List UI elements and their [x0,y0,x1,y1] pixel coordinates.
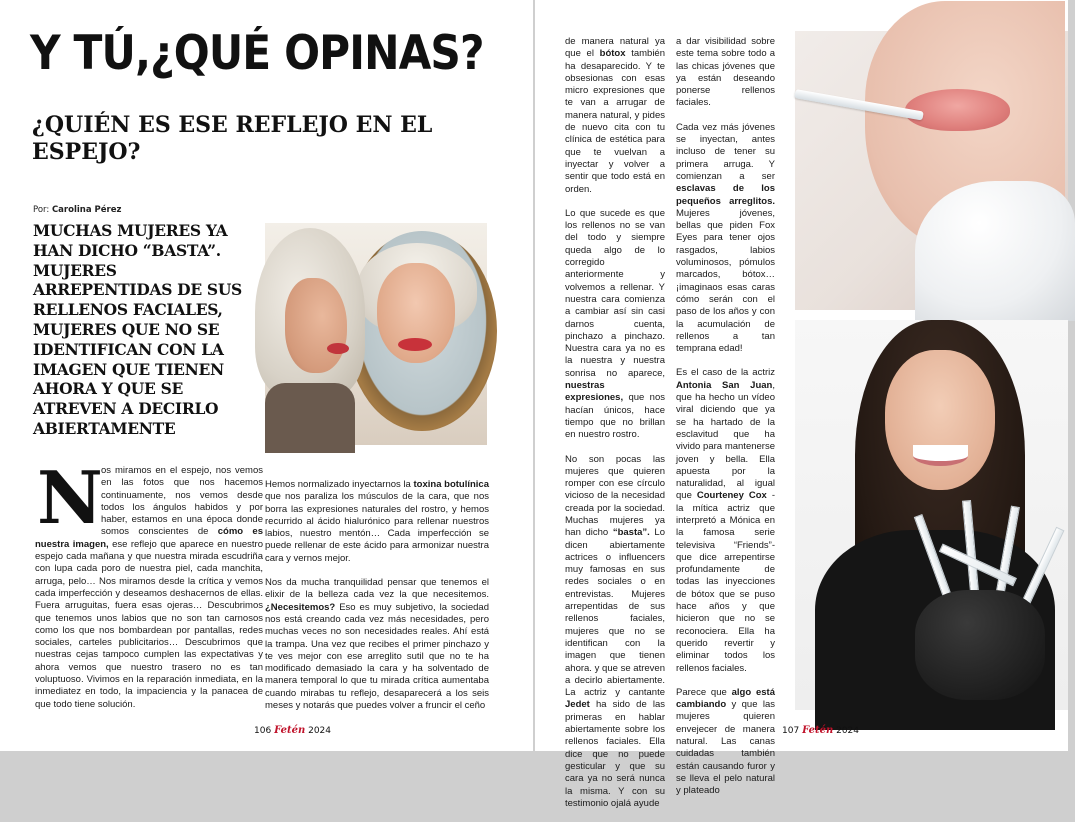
bold-phrase: bótox [599,48,626,60]
page-left [0,0,533,751]
paragraph: a dar visibilidad sobre este tema sobre todo a las chicas jóvenes que ya están deseando ponerse rellenos faciales. [676,36,775,109]
glove-shape [915,181,1075,321]
lip-injection-photo [795,31,1068,310]
woman-body-shape [265,383,355,453]
bold-phrase: toxina botulínica [413,479,490,490]
reflection-lips-shape [398,338,432,351]
face-shape [885,350,995,490]
page-number-right: 107 Fetén 2024 [782,725,860,736]
bold-phrase: algo está cambiando [676,686,775,711]
paragraph: Nos da mucha tranquilidad pensar que tenemos el elixir de la belleza cada vez la que necesitemos. ¿Necesitemos? Eso es muy subjetivo, la sociedad nos está creando cada vez más necesidades, pero muchas veces no son necesidades reales. Ahí está la trampa. Una vez que recibes el primer pinchazo y te ves mejor con ese arreglito sutil que no te ha modificado demasiado la cara y ha solventado de manera temporal lo que tu mirada crítica aumentaba cuando mirabas tu reflejo, desaparecerá a los seis meses y notarás que puedes volver a fruncir el ceño [265,577,489,712]
byline-label: Por: [33,205,52,215]
left-column-2 [265,479,489,724]
bold-phrase: Courteney Cox [696,490,767,502]
lips-shape [905,89,1010,131]
paragraph: Lo que sucede es que los rellenos no se van del todo y siempre queda algo de lo corregido anteriormente y volvemos a rellenar. Y nuestra cara comienza a cambiar así sin casi darnos cuenta, pinchazo a pinchazo. Nuestra cara ya no es la nuestra y nuestra sonrisa no aparece, nuestras expresiones, que nos hacían únicos, hace tiempo que no brillan en nuestro rostro. [565,207,665,441]
bold-phrase: ¿Necesitemos? [265,601,336,613]
woman-lips-shape [327,343,349,354]
bold-phrase: Antonia San Juan [676,379,773,391]
smile-shape [913,445,968,466]
right-column-2 [676,36,775,810]
paragraph: No son pocas las mujeres que quieren romper con ese círculo vicioso de la necesidad creada por la sociedad. Muchas mujeres ya han dicho “basta”. Lo dicen abiertamente actrices o influencers muy famosas en sus redes sociales o en entrevistas. Mujeres arrepentidas de sus rellenos faciales, mujeres que no se identifican con la imagen que tienen ahora. y que se atreven a decirlo abiertamente. La actriz y cantante Jedet ha sido de las primeras en hablar abiertamente sobre los rellenos faciales. Ella dice que no puede gesticular y que su cara ya no será nunca la misma. Y con su testimonio ojalá ayude [565,453,665,809]
bold-phrase: cómo es nuestra imagen, [35,526,263,550]
paragraph-text: os miramos en el espejo, nos vemos en las fotos que nos hacemos continuamente, nos vemos desde todos los ángulos habidos y por haber, estamos en una época donde somos conscientes de [101,465,263,538]
paragraph: Cada vez más jóvenes se inyectan, antes incluso de tener su primera arruga. Y comienzan a ser esclavas de los pequeños arreglitos. Mujeres jóvenes, bellas que piden Fox Eyes para tener ojos rasgados, labios voluminosos, pómulos marcados, bótox… ¡imaginaos esas caras cómo serán con el paso de los años y con la acumulación de rellenos a tan temprana edad! [676,121,775,355]
article-subtitle: ¿QUIÉN ES ESE REFLEJO EN EL ESPEJO? [32,112,433,165]
bold-phrase: “basta”. [612,527,650,539]
author-name: Carolina Pérez [51,205,122,215]
page-number-left: 106 Fetén 2024 [254,725,332,736]
article-title: Y TÚ,¿QUÉ OPINAS? [30,26,484,81]
lede: MUCHAS MUJERES YA HAN DICHO “BASTA”. MUJERES ARREPENTIDAS DE SUS RELLENOS FACIALES, MUJERES QUE NO SE IDENTIFICAN CON LA IMAGEN QUE TIENEN AHORA Y QUE SE ATREVEN A DECIRLO ABIERTAMENTE [33,221,242,438]
paragraph: Hemos normalizado inyectarnos la toxina botulínica que nos paraliza los músculos de la cara, que nos borra las expresiones naturales del rostro, y hemos recurrido al ácido hialurónico para rellenar nuestros labios, nuestro mentón… Cada imperfección se puede rellenar de este ácido para armonizar nuestra cara y vernos mejor. [265,479,490,564]
drop-cap: N [37,455,103,540]
paragraph: Es el caso de la actriz Antonia San Juan, que ha hecho un vídeo viral diciendo que ya se ha hartado de la esclavitud que ha vivido para mantenerse joven y bella. Ella apuesta por la naturalidad, al igual que Courteney Cox -la mítica actriz que interpretó a Mónica en la famosa serie televisiva “Friends”- que dice arrepentirse profundamente de todas las inyecciones de bótox que se puso hace años y que hicieron que no se reconociera. Ella ha querido revertir y eliminar todos los rellenos faciales. [676,367,775,674]
bold-phrase: Jedet [565,699,590,711]
doctor-syringes-photo [795,320,1068,710]
bold-phrase: esclavas de los pequeños arreglitos. [676,183,775,207]
magazine-name: Fetén [274,725,306,736]
byline [33,205,121,215]
right-column-1 [565,36,665,822]
woman-mirror-photo [265,223,487,445]
paragraph: de manera natural ya que el bótox también ha desaparecido. Y te obsesionas con esas micro expresiones que te van a arrugar de manera natural, y pides de nuevo cita con tu clínica de estética para que te vuelvan a inyectar y volver a sentir que todo está en orden. [565,36,665,195]
glove-shape [915,590,1045,700]
page-right [535,0,1068,809]
magazine-name: Fetén [802,725,834,736]
bold-phrase: nuestras expresiones, [565,380,624,404]
woman-face-shape [285,278,347,373]
paragraph-text: ese reflejo que aparece en nuestro espejo cada mañana y que nuestra mirada escudriña con lupa cada poro de nuestra piel, cada manchita, arruga, pelo… Nos miramos desde la crítica y vemos cada imperfección y deseamos deshacernos de ellas. Fuera arruguitas, fuera esas ojeras… Descubrimos que tenemos unos labios que no son tan carnosos como los que nos bombardean por pantallas, redes sociales, carteles publicitarios… Descubrimos que nuestras cejas tampoco cumplen las expectativas y ahora vemos que nuestro trasero no es tan voluptuoso. Vivimos en la reparación inmediata, en la inmediatez en todo, la impaciencia y la panacea de que todo tiene solución. [35,538,263,710]
paragraph: Parece que algo está cambiando y que las mujeres quieren envejecer de manera natural. Las canas cuidadas también están causando furor y se lleva el pelo natural y plateado [676,686,775,797]
left-column-1 [35,455,263,711]
